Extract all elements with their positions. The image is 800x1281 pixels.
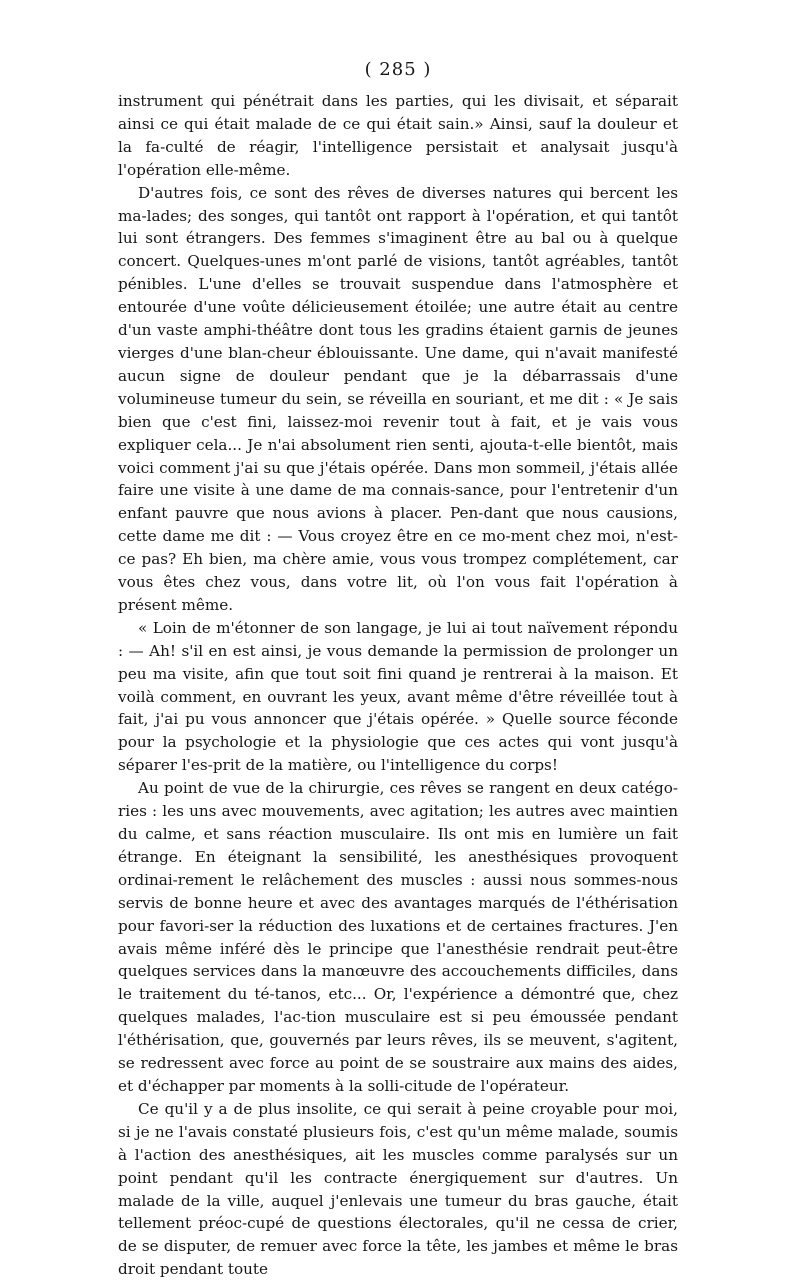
page-number: ( 285 ) xyxy=(364,59,432,80)
paragraph-1: instrument qui pénétrait dans les parties, qui les divisait, et séparait ainsi ce qui était malade de ce qui était sain.» Ainsi, sauf la douleur et la fa-culté de réagir, l'intelligence persistait et analysait jusqu'à l'opération elle-même. xyxy=(118,92,678,179)
book-page xyxy=(118,58,678,1281)
paragraph-5: Ce qu'il y a de plus insolite, ce qui serait à peine croyable pour moi, si je ne l'avais constaté plusieurs fois, c'est qu'un même malade, soumis à l'action des anesthésiques, ait les muscles comme paralysés sur un point pendant qu'il les contracte énergiquement sur d'autres. Un malade de la ville, auquel j'enlevais une tumeur du bras gauche, était tellement préoc-cupé de questions électorales, qu'il ne cessa de crier, de se disputer, de remuer avec force la tête, les jambes et même le bras droit pendant toute xyxy=(118,1099,678,1279)
paragraph-3: « Loin de m'étonner de son langage, je lui ai tout naïvement répondu : — Ah! s'il en est ainsi, je vous demande la permission de prolonger un peu ma visite, afin que tout soit fini quand je rentrerai à la maison. Et voilà comment, en ouvrant les yeux, avant même d'être réveillée tout à fait, j'ai pu vous annoncer que j'étais opérée. » Quelle source féconde pour la psychologie et la physiologie que ces actes qui vont jusqu'à séparer l'es-prit de la matière, ou l'intelligence du corps! xyxy=(118,618,678,775)
paragraph-2: D'autres fois, ce sont des rêves de diverses natures qui bercent les ma-lades; des songes, qui tantôt ont rapport à l'opération, et qui tantôt lui sont étrangers. Des femmes s'imaginent être au bal ou à quelque concert. Quelques-unes m'ont parlé de visions, tantôt agréables, tantôt pénibles. L'une d'elles se trouvait suspendue dans l'atmosphère et entourée d'une voûte délicieusement étoilée; une autre était au centre d'un vaste amphi-théâtre dont tous les gradins étaient garnis de jeunes vierges d'une blan-cheur éblouissante. Une dame, qui n'avait manifesté aucun signe de douleur pendant que je la débarrassais d'une volumineuse tumeur du sein, se réveilla en souriant, et me dit : « Je sais bien que c'est fini, laissez-moi revenir tout à fait, et je vais vous expliquer cela... Je n'ai absolument rien senti, ajouta-t-elle bientôt, mais voici comment j'ai su que j'étais opérée. Dans mon sommeil, j'étais allée faire une visite à une dame de ma connais-sance, pour l'entretenir d'un enfant pauvre que nous avions à placer. Pen-dant que nous causions, cette dame me dit : — Vous croyez être en ce mo-ment chez moi, n'est-ce pas? Eh bien, ma chère amie, vous vous trompez complétement, car vous êtes chez vous, dans votre lit, où l'on vous fait l'opération à présent même. xyxy=(118,183,678,614)
paragraph-4: Au point de vue de la chirurgie, ces rêves se rangent en deux catégo-ries : les uns avec mouvements, avec agitation; les autres avec maintien du calme, et sans réaction musculaire. Ils ont mis en lumière un fait étrange. En éteignant la sensibilité, les anesthésiques provoquent ordinai-rement le relâchement des muscles : aussi nous sommes-nous servis de bonne heure et avec des avantages marqués de l'éthérisation pour favori-ser la réduction des luxations et de certaines fractures. J'en avais même inféré dès le principe que l'anesthésie rendrait peut-être quelques services dans la manœuvre des accouchements difficiles, dans le traitement du té-tanos, etc... Or, l'expérience a démontré que, chez quelques malades, l'ac-tion musculaire est si peu émoussée pendant l'éthérisation, que, gouvernés par leurs rêves, ils se meuvent, s'agitent, se redressent avec force au point de se soustraire aux mains des aides, et d'échapper par moments à la solli-citude de l'opérateur. xyxy=(118,779,678,1095)
page-body-text xyxy=(118,90,678,1281)
